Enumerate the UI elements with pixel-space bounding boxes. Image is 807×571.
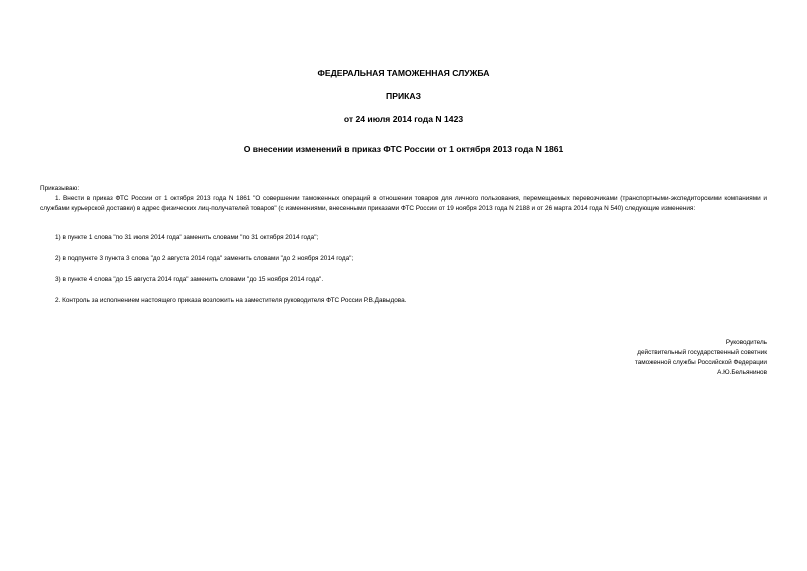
document-type: ПРИКАЗ — [386, 91, 421, 101]
document-date-number: от 24 июля 2014 года N 1423 — [343, 114, 464, 124]
agency-name: ФЕДЕРАЛЬНАЯ ТАМОЖЕННАЯ СЛУЖБА — [317, 68, 490, 78]
order-word: Приказываю: — [40, 185, 80, 192]
signer-name: А.Ю.Бельянинов — [717, 369, 767, 376]
signer-rank-line-2: таможенной службы Российской Федерации — [634, 359, 767, 366]
order-item-1: 1. Внести в приказ ФТС России от 1 октября 2013 года N 1861 "О совершении таможенных операций в отношении товаров для личного пользования, перемещаемых перевозчиками (транспортными-экспедиторскими компаниями и службами курьерской доставки) в адрес физических лиц-получателей товаров" (с изменениями, внесенными приказами ФТС России от 19 ноября 2013 года N 2188 и от 26 марта 2014 года N 540) следующие изменения: — [40, 195, 767, 212]
order-item-2: 2. Контроль за исполнением настоящего приказа возложить на заместителя руководителя ФТС России Р.В.Давыдова. — [55, 297, 407, 304]
signer-position: Руководитель — [725, 339, 767, 346]
sub-item-3: 3) в пункте 4 слова "до 15 августа 2014 года" заменить словами "до 15 ноября 2014 года". — [55, 276, 324, 283]
signer-rank-line-1: действительный государственный советник — [637, 349, 767, 356]
document-title: О внесении изменений в приказ ФТС России от 1 октября 2013 года N 1861 — [243, 144, 564, 154]
sub-item-2: 2) в подпункте 3 пункта 3 слова "до 2 августа 2014 года" заменить словами "до 2 ноября 2014 года"; — [55, 255, 354, 262]
sub-item-1: 1) в пункте 1 слова "по 31 июля 2014 года" заменить словами "по 31 октября 2014 года"; — [55, 234, 319, 241]
